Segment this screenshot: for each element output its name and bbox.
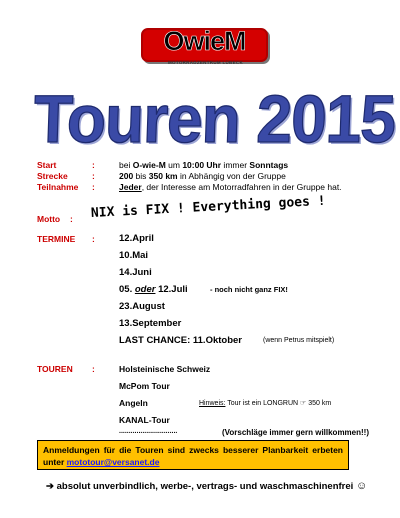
date-7: LAST CHANCE: 11.Oktober — [119, 335, 242, 346]
date-1: 12.April — [119, 233, 154, 244]
strecke-colon: : — [92, 171, 95, 181]
date-7-note: (wenn Petrus mitspielt) — [263, 337, 335, 344]
footer-line — [46, 480, 367, 492]
tour-5-dots: .............................. — [119, 428, 178, 435]
arrow-icon: ➔ — [46, 481, 54, 492]
teilnahme-value: Jeder, der Interesse am Motorradfahren in der Gruppe hat. — [119, 182, 342, 192]
tour-2: McPom Tour — [119, 381, 170, 391]
date-2: 10.Mai — [119, 250, 149, 261]
date-6: 13.September — [119, 318, 182, 329]
start-label: Start — [37, 160, 57, 170]
motto-text: NIX is FIX ! Everything goes ! — [90, 193, 326, 221]
logo-subtitle: MOTORRADZENTRUM LÜBECK — [168, 60, 244, 65]
motto-label: Motto — [37, 214, 61, 224]
teilnahme-colon: : — [92, 182, 95, 192]
tour-3: Angeln — [119, 398, 148, 408]
smiley-icon: ☺ — [355, 480, 368, 492]
footer-text: absolut unverbindlich, werbe-, vertrags- und waschmaschinenfrei — [56, 481, 354, 492]
start-colon: : — [92, 160, 95, 170]
strecke-label: Strecke — [37, 171, 68, 181]
registration-text: Anmeldungen für die Touren sind zwecks besserer Planbarkeit erbeten unter — [43, 445, 343, 467]
date-4-note: - noch nicht ganz FIX! — [210, 285, 288, 294]
touren-label: TOUREN — [37, 364, 73, 374]
teilnahme-label: Teilnahme — [37, 182, 79, 192]
termine-colon: : — [92, 234, 95, 244]
logo-text: OwieM — [163, 26, 246, 56]
date-5: 23.August — [119, 301, 165, 312]
tour-3-hint: Hinweis: Tour ist ein LONGRUN ☞ 350 km — [199, 400, 332, 407]
date-4: 05. oder 12.Juli — [119, 284, 188, 295]
date-3: 14.Juni — [119, 267, 152, 278]
termine-label: TERMINE — [37, 234, 76, 244]
touren-colon: : — [92, 364, 95, 374]
motto-colon: : — [70, 214, 73, 224]
registration-box — [37, 440, 349, 470]
email-link[interactable]: mototour@versanet.de — [66, 457, 160, 467]
tour-1: Holsteinische Schweiz — [119, 364, 211, 374]
tour-4: KANAL-Tour — [119, 415, 170, 425]
tour-5-note: (Vorschläge immer gern willkommen!!) — [222, 428, 369, 437]
page-title: Touren 2015 — [32, 81, 397, 157]
start-value: bei O-wie-M um 10:00 Uhr immer Sonntags — [119, 160, 289, 170]
strecke-value: 200 bis 350 km in Abhängig von der Gruppe — [119, 171, 286, 181]
